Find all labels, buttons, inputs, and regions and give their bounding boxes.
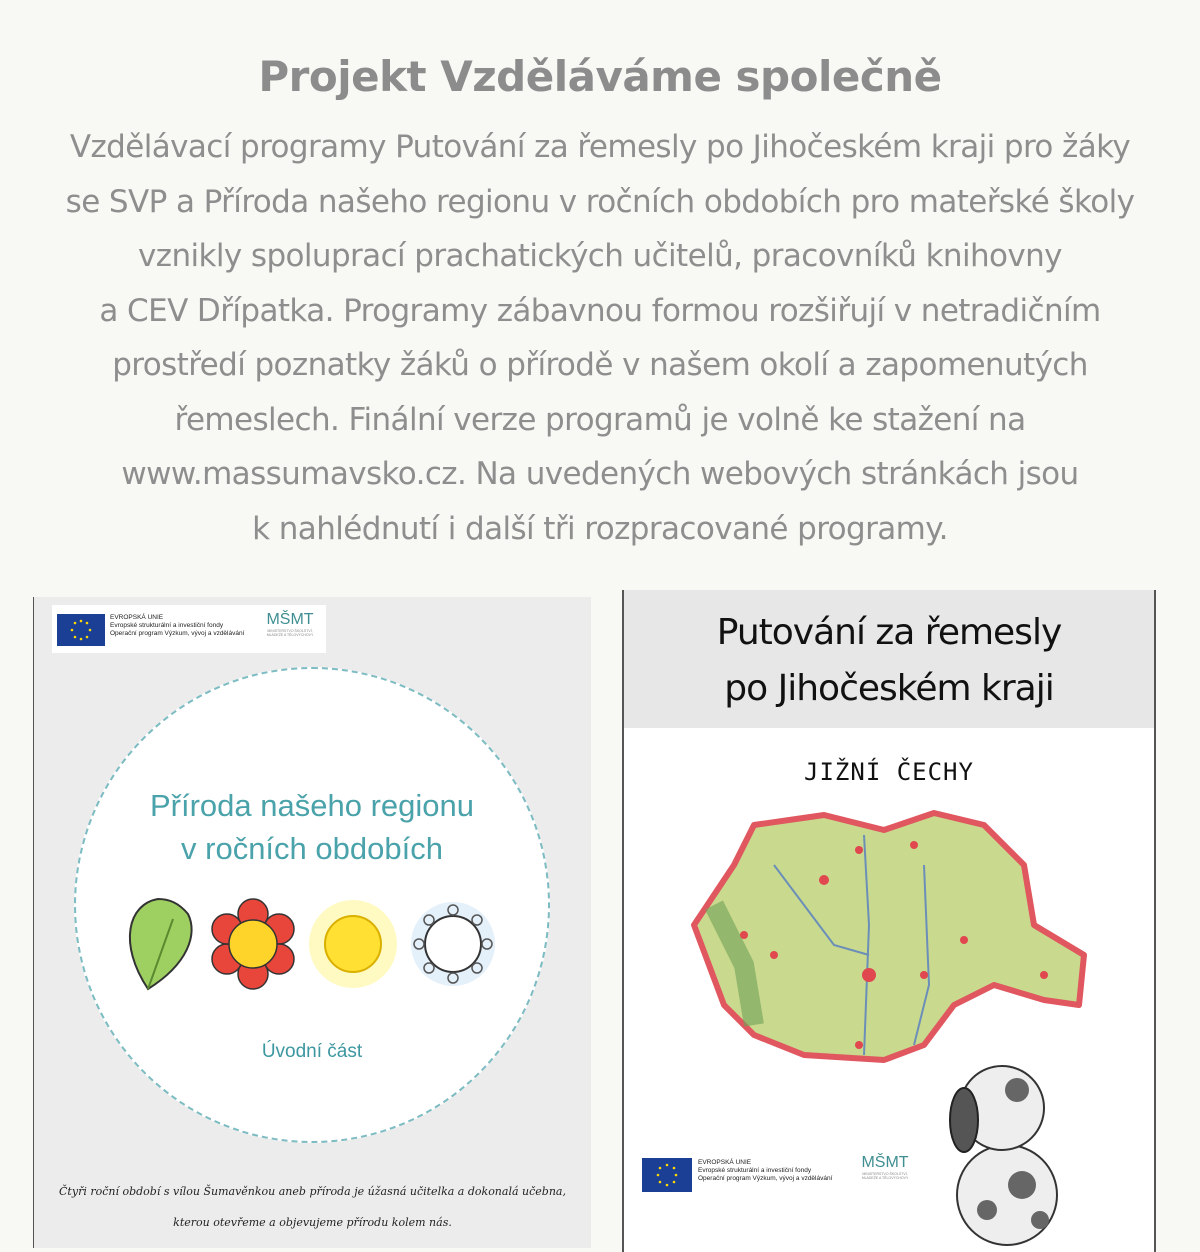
snowflake-icon bbox=[411, 902, 495, 986]
leaf-icon bbox=[130, 899, 192, 989]
paragraph-line: www.massumavsko.cz. Na uvedených webových stránkách jsou bbox=[121, 456, 1079, 492]
season-icons bbox=[118, 894, 518, 994]
paragraph-line: a CEV Dřípatka. Programy zábavnou formou rozšiřují v netradičním bbox=[99, 292, 1101, 329]
region-map bbox=[684, 805, 1094, 1065]
eu-flag-icon bbox=[57, 614, 105, 646]
flower-icon bbox=[212, 899, 294, 989]
paragraph-line: vznikly spoluprací prachatických učitelů, pracovníků knihovny bbox=[138, 238, 1062, 274]
paragraph-line: řemeslech. Finální verze programů je volně ke stažení na bbox=[174, 401, 1026, 438]
motto-line: kterou otevřeme a objevujeme přírodu kolem nás. bbox=[173, 1216, 452, 1229]
cover-circle bbox=[74, 667, 550, 1143]
paragraph-line: Vzdělávací programy Putování za řemesly po Jihočeském kraji pro žáky bbox=[69, 129, 1131, 165]
eu-text: EVROPSKÁ UNIE Evropské strukturální a investiční fondy Operační program Výzkum, vývoj a vzdělávání bbox=[110, 614, 245, 637]
eu-logo-banner bbox=[52, 605, 326, 653]
left-cover-image bbox=[33, 597, 591, 1248]
right-cover-image bbox=[622, 590, 1156, 1252]
dog-illustration bbox=[942, 1060, 1072, 1250]
page-title: Projekt Vzděláváme společně bbox=[258, 52, 942, 101]
msmt-logo: MŠMT MINISTERSTVO ŠKOLSTVÍ, MLÁDEŽE A TĚLOVÝCHOVY bbox=[861, 1154, 909, 1180]
paragraph-line: k nahlédnutí i další tři rozpracované programy. bbox=[252, 510, 948, 547]
region-label: JIŽNÍ ČECHY bbox=[804, 758, 974, 786]
sun-icon bbox=[309, 900, 397, 988]
intro-paragraph bbox=[0, 120, 1200, 556]
eu-flag-icon bbox=[642, 1158, 692, 1192]
paragraph-line: se SVP a Příroda našeho regionu v ročních obdobích pro mateřské školy bbox=[65, 183, 1135, 220]
cover-subtitle: Úvodní část bbox=[261, 1041, 363, 1062]
cover-title: Příroda našeho regionu v ročních obdobích bbox=[149, 788, 474, 866]
cover-title: Putování za řemesly po Jihočeském kraji bbox=[716, 612, 1062, 709]
paragraph-line: prostředí poznatky žáků o přírodě v našem okolí a zapomenutých bbox=[112, 347, 1088, 383]
msmt-logo: MŠMT MINISTERSTVO ŠKOLSTVÍ, MLÁDEŽE A TĚLOVÝCHOVY bbox=[266, 611, 314, 637]
eu-text: EVROPSKÁ UNIE Evropské strukturální a investiční fondy Operační program Výzkum, vývoj a vzdělávání bbox=[698, 1159, 833, 1182]
motto-line: Čtyři roční období s vílou Šumavěnkou aneb příroda je úžasná učitelka a dokonalá učebna, bbox=[59, 1185, 566, 1198]
eu-logo-banner bbox=[642, 1150, 932, 1200]
